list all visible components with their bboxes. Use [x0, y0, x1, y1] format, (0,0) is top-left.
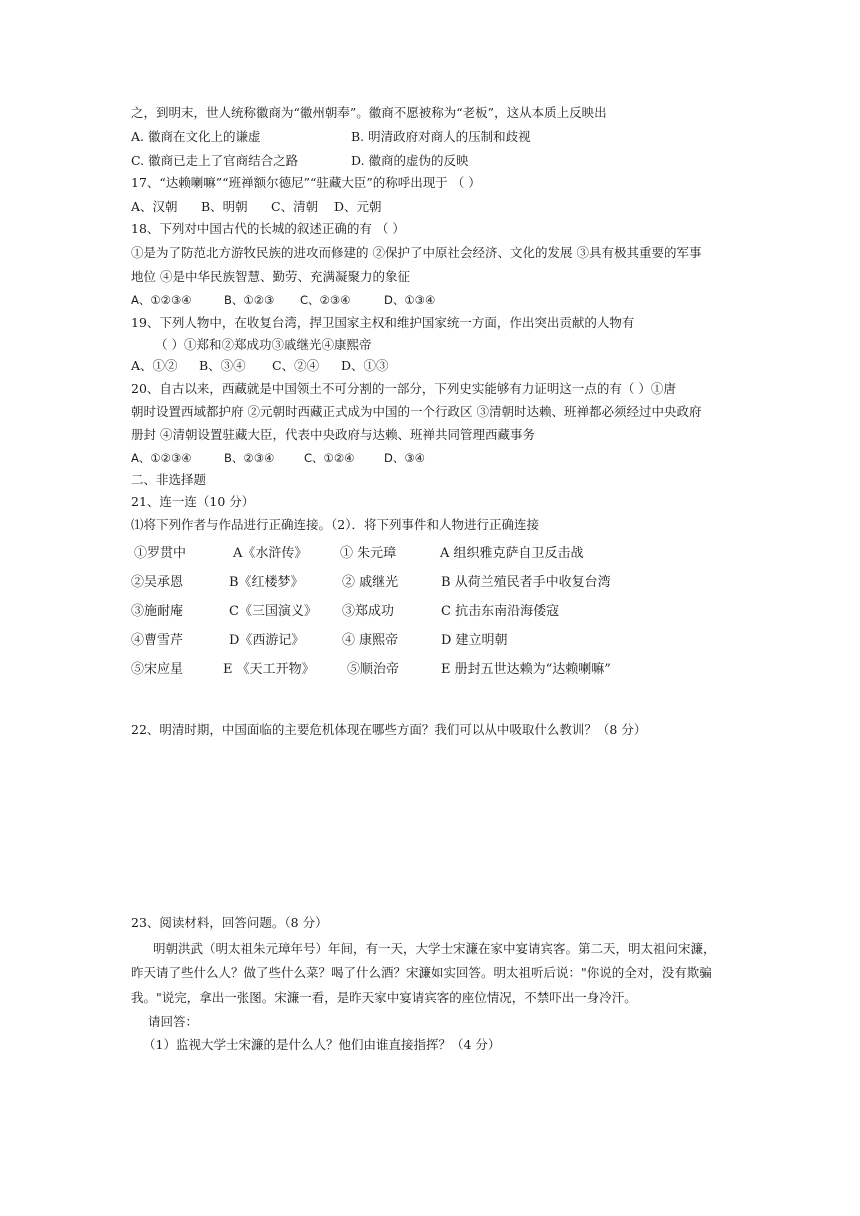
q18-option-c: C、②③④	[300, 293, 351, 307]
q21-author-3: ③施耐庵	[131, 604, 184, 619]
q16-option-a: A. 徽商在文化上的谦虚	[131, 129, 261, 144]
q21-author-2: ②吴承恩	[131, 575, 184, 590]
q17-stem: 17、“达赖喇嘛”“班禅额尔德尼”“驻藏大臣”的称呼出现于 （ ）	[131, 175, 481, 190]
q21-person-4: ④ 康熙帝	[342, 633, 399, 648]
q23-subquestion-1: （1）监视大学士宋濂的是什么人？他们由谁直接指挥？（4 分）	[143, 1037, 501, 1052]
q18-option-b: B、①②③	[224, 293, 275, 307]
q18-body-line2: 地位 ④是中华民族智慧、勤劳、充满凝聚力的象征	[131, 269, 410, 284]
q19-stem: 19、下列人物中，在收复台湾，捍卫国家主权和维护国家统一方面，作出突出贡献的人物有	[131, 315, 635, 330]
q20-option-a: A、①②③④	[131, 451, 192, 465]
q21-instruction: ⑴将下列作者与作品进行正确连接。（2）．将下列事件和人物进行正确连接	[131, 517, 539, 532]
q21-title: 21、连一连（10 分）	[131, 494, 255, 509]
q19-body: （ ）①郑和②郑成功③戚继光④康熙帝	[155, 337, 372, 352]
q19-option-a: A、①②	[131, 358, 178, 373]
q20-option-c: C、①②④	[304, 451, 355, 465]
q21-event-a: A 组织雅克萨自卫反击战	[440, 546, 584, 561]
q21-person-3: ③郑成功	[342, 604, 395, 619]
q17-option-b: B、明朝	[201, 199, 248, 214]
q20-option-d: D、③④	[384, 451, 425, 465]
q19-option-b: B、③④	[199, 358, 246, 373]
q19-option-d: D、①③	[341, 358, 389, 373]
q21-author-1: ①罗贯中	[134, 546, 187, 561]
q16-option-d: D. 徽商的虚伪的反映	[351, 153, 469, 168]
q21-author-5: ⑤宋应星	[131, 662, 184, 677]
q20-option-b: B、②③④	[224, 451, 275, 465]
q21-work-e: E 《天工开物》	[223, 662, 315, 677]
q17-option-c: C、清朝	[271, 199, 319, 214]
q22-question: 22、明清时期，中国面临的主要危机体现在哪些方面？我们可以从中吸取什么教训？（8 分）	[131, 722, 647, 737]
q17-option-a: A、汉朝	[131, 199, 178, 214]
q23-prompt: 请回答：	[148, 1014, 199, 1029]
q16-option-b: B. 明清政府对商人的压制和歧视	[351, 129, 531, 144]
q21-person-5: ⑤顺治帝	[347, 662, 400, 677]
q18-body-line1: ①是为了防范北方游牧民族的进攻而修建的 ②保护了中原社会经济、文化的发展 ③具有极其重要的军事	[131, 245, 702, 260]
q23-material-line1: 明朝洪武（明太祖朱元璋年号）年间，有一天，大学士宋濂在家中宴请宾客。第二天，明太祖问宋濂，	[153, 941, 716, 956]
q21-event-c: C 抗击东南沿海倭寇	[441, 604, 560, 619]
q21-event-e: E 册封五世达赖为“达赖喇嘛”	[441, 662, 611, 677]
section-heading: 二、非选择题	[131, 472, 207, 487]
q21-author-4: ④曹雪芹	[131, 633, 184, 648]
q18-option-d: D、①③④	[384, 293, 436, 307]
q21-event-b: B 从荷兰殖民者手中收复台湾	[441, 575, 611, 590]
q21-event-d: D 建立明朝	[441, 633, 508, 648]
q16-stem: 之，到明末，世人统称徽商为“徽州朝奉”。徽商不愿被称为“老板”，这从本质上反映出	[131, 105, 607, 120]
q21-person-1: ① 朱元璋	[340, 546, 397, 561]
q23-material-line3: 我。"说完，拿出一张图。宋濂一看，是昨天家中宴请宾客的座位情况，不禁吓出一身冷汗。	[131, 990, 637, 1005]
q23-material-line2: 昨天请了些什么人？做了些什么菜？喝了什么酒？宋濂如实回答。明太祖听后说："你说的全对，没有欺骗	[131, 965, 712, 980]
q18-stem: 18、下列对中国古代的长城的叙述正确的有 （ ）	[131, 221, 405, 236]
q21-work-b: B《红楼梦》	[229, 575, 304, 590]
q21-work-c: C《三国演义》	[229, 604, 317, 619]
q19-option-c: C、②④	[272, 358, 320, 373]
q16-option-c: C. 徽商已走上了官商结合之路	[131, 153, 299, 168]
q20-line2: 朝时设置西域都护府 ②元朝时西藏正式成为中国的一个行政区 ③清朝时达赖、班禅都必须经过中央政府	[131, 404, 702, 419]
q20-line3: 册封 ④清朝设置驻藏大臣，代表中央政府与达赖、班禅共同管理西藏事务	[131, 427, 535, 442]
q21-person-2: ② 戚继光	[342, 575, 399, 590]
q21-work-d: D《西游记》	[229, 633, 305, 648]
q17-option-d: D、元朝	[334, 199, 382, 214]
q21-work-a: A《水浒传》	[233, 546, 308, 561]
q18-option-a: A、①②③④	[131, 293, 192, 307]
q20-line1: 20、自古以来，西藏就是中国领土不可分割的一部分，下列史实能够有力证明这一点的有（ ）①唐	[131, 381, 676, 396]
q23-title: 23、阅读材料，回答问题。（8 分）	[131, 915, 328, 930]
